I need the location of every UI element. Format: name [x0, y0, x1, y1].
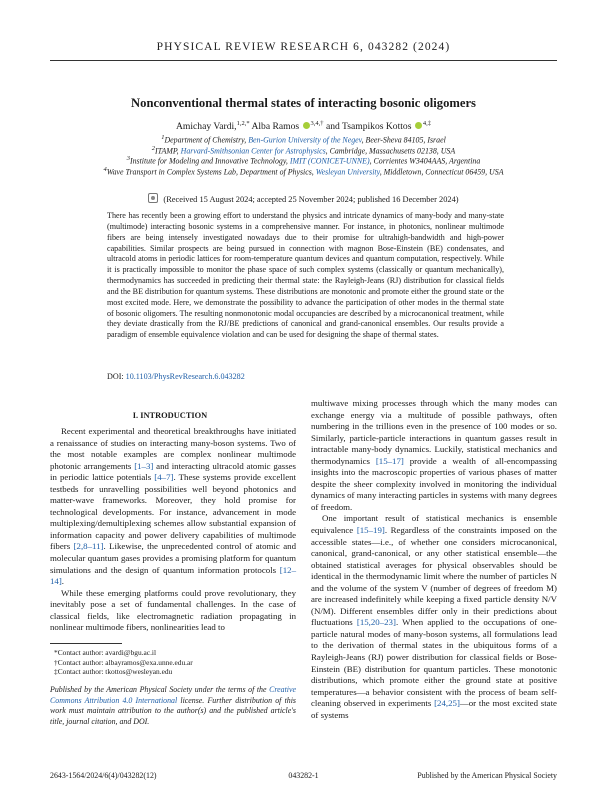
- received-text: (Received 15 August 2024; accepted 25 November 2024; published 16 December 2024): [163, 195, 459, 204]
- affiliation-link[interactable]: IMIT (CONICET-UNNE): [289, 156, 370, 166]
- footnote-rule: [50, 643, 122, 644]
- citation-link[interactable]: [15,20–23]: [356, 617, 396, 628]
- orcid-icon[interactable]: [303, 122, 310, 129]
- citation-link[interactable]: [15–19]: [356, 525, 385, 536]
- author-list: [0, 120, 607, 132]
- doi-line: [107, 372, 245, 381]
- footnote[interactable]: ‡Contact author: tkottos@wesleyan.edu: [54, 667, 173, 677]
- footnotes: [50, 648, 296, 677]
- body-text: Recent experimental and theoretical breakthroughs have initiated a renaissance of studies on interacting many-boson systems. Two of the most notable examples are complex nonlinear multimode photonic arrangements: [50, 426, 296, 471]
- abstract: There has recently been a growing effort to understand the physics and intricate dynamics of many-body and many-state (multimode) interacting bosonic systems in a comprehensive manner. For instance, in photonics, nonlinear multimode fibers are being intensely investigated nowadays due to their promise for ultrahigh-bandwidth and high-power capabilities. Similar prospects are being pursued in connection with magnon Bose-Einstein (BE) condensates, and ultracold atoms in periodic lattices for room-temperature quantum devices and quantum computation, respectively. While it is practically impossible to monitor the phase space of such complex systems (classically or quantum mechanically), thermodynamics has succeeded in predicting their thermal state: the Rayleigh-Jeans (RJ) distribution for classical fields and the BE distribution for quantum systems. These distributions are monotonic and promote either the ground state or the most excited mode. Here, we demonstrate the possibility to advance the participation of other modes in the thermal state of bosonic oligomers. The resulting nonmonotonic modal occupancies are described by a microcanonical treatment, while they deviate drastically from the RJ/BE predictions of canonical and grand-canonical ensembles. Our results provide a paradigm of ensemble equivalence violation and can be used for designing the shape of thermal states.: [107, 211, 504, 340]
- affiliation-link[interactable]: Ben-Gurion University of the Negev: [248, 135, 362, 145]
- body-column-left: [50, 426, 296, 634]
- license-link[interactable]: Creative Commons Attribution 4.0 International: [50, 685, 296, 705]
- license-text: Published by the American Physical Society under the terms of the: [50, 685, 270, 694]
- affiliation-link[interactable]: Wesleyan University: [315, 167, 380, 177]
- license-notice: [50, 685, 296, 727]
- affiliation-text: , Middletown, Connecticut 06459, USA: [379, 167, 504, 177]
- journal-header: PHYSICAL REVIEW RESEARCH 6, 043282 (2024): [156, 41, 451, 53]
- body-text: While these emerging platforms could prove revolutionary, they inevitably pose a set of fundamental challenges. In the case of classical fields, like electromagnetic radiation propagating in nonlinear multimode fibers, nonlinearities lead to: [50, 587, 296, 633]
- body-text: and interacting ultracold atomic gasses in periodic lattice potentials: [50, 460, 297, 483]
- body-paragraph: [50, 588, 296, 634]
- affiliation-number: 1: [161, 134, 165, 141]
- author-affil-mark[interactable]: 4,‡: [422, 120, 431, 127]
- author-affil-mark[interactable]: 3,4,†: [310, 120, 324, 127]
- orcid-icon[interactable]: [415, 122, 422, 129]
- section-heading: I. INTRODUCTION: [132, 411, 208, 420]
- affiliation-number: 2: [151, 144, 156, 152]
- body-text: One important result of statistical mechanics is ensemble equivalence: [311, 513, 557, 536]
- publication-dates: [0, 193, 607, 204]
- citation-link[interactable]: [2,8–11]: [73, 541, 104, 552]
- footer-issn: 2643-1564/2024/6(4)/043282(12): [50, 771, 157, 780]
- affiliation-text: ITAMP,: [155, 146, 181, 156]
- citation-link[interactable]: [24,25]: [434, 698, 460, 709]
- body-paragraph: [50, 426, 296, 588]
- body-text: .: [61, 576, 65, 587]
- author-affil-mark[interactable]: 1,2,*: [236, 120, 250, 127]
- affiliation-text: , Cambridge, Massachusetts 02138, USA: [325, 146, 456, 156]
- body-text: . Likewise, the unprecedented control of atomic and molecular quantum gases provides a promising platform for quantum simulations and the design of quantum information protocols: [50, 541, 296, 575]
- body-text: multiwave mixing processes through which the many modes can exchange energy via a multitude of possible pathways, often numbering in the trillions even in the presence of 100 modes or so. Similarly, particle-particle interactions in quantum gasses result in intractable many-body dynamics. Luckily, statistical mechanics and thermodynamics: [311, 398, 557, 466]
- author-name[interactable]: Tsampikos Kottos: [342, 121, 412, 133]
- affiliation-link[interactable]: Harvard-Smithsonian Center for Astrophysics: [180, 146, 326, 156]
- citation-link[interactable]: [4–7]: [154, 472, 174, 483]
- footnote[interactable]: †Contact author: albayramos@exa.unne.edu.ar: [54, 657, 193, 667]
- affiliation-line: [0, 165, 607, 178]
- paper-title: Nonconventional thermal states of interacting bosonic oligomers: [131, 96, 476, 110]
- citation-link[interactable]: [15–17]: [375, 455, 404, 466]
- body-text: —or the most excited state of systems: [311, 698, 557, 720]
- footnote[interactable]: *Contact author: avardi@bgu.ac.il: [54, 648, 157, 657]
- body-text: . These systems provide excellent testbeds for unravelling possibilities well beyond photonics and matter-wave frameworks. Moreover, they hold promise for technological developments. For instance, advancement in mode multiplexing/demultiplexing schemes allow substantial expansion of information capacity and power delivery capabilities of multimode fibers: [50, 472, 296, 552]
- check-for-updates-icon[interactable]: [148, 193, 158, 203]
- footer-publisher: Published by the American Physical Society: [417, 771, 557, 780]
- citation-link[interactable]: [1–3]: [134, 460, 154, 471]
- affiliation-text: , Corrientes W3404AAS, Argentina: [369, 156, 481, 166]
- body-text: . Regardless of the constraints imposed on the accessible states—i.e., of whether one considers microcanonical, canonical, grand-canonical, or any other statistical ensemble—the obtained statistical averages for physical observables should be identical in the thermodynamic limit where the number of particles N and the volume of the system V (number of degrees of freedom M) are increased indefinitely while keeping a fixed particle density N/V (N/M). Different ensembles differ only in their predictions about fluctuations: [311, 525, 557, 628]
- doi-link[interactable]: 10.1103/PhysRevResearch.6.043282: [125, 372, 245, 381]
- body-paragraph: [311, 398, 557, 513]
- body-text: provide a wealth of all-encompassing insights into the macroscopic properties of various phases of matter despite the sheer complexity involved in monitoring the individual dynamics of many interacting particles in systems with many degrees of freedom.: [311, 455, 557, 512]
- affiliation-number: 3: [126, 155, 130, 162]
- affiliation-text: Institute for Modeling and Innovative Technology,: [129, 156, 290, 166]
- author-conjunction: and: [325, 121, 340, 133]
- author-name[interactable]: Alba Ramos: [251, 121, 300, 133]
- citation-link[interactable]: [12–14]: [50, 564, 296, 587]
- license-text: license. Further distribution of this work must maintain attribution to the author(s) and the published article's title, journal citation, and DOI.: [50, 695, 296, 726]
- author-name[interactable]: Amichay Vardi,: [175, 121, 237, 133]
- doi-label: DOI:: [107, 372, 124, 381]
- header-rule: [50, 60, 557, 61]
- affiliation-text: Wave Transport in Complex Systems Lab, Department of Physics,: [106, 167, 316, 177]
- body-column-right: [311, 398, 557, 721]
- affiliation-number: 4: [103, 165, 107, 173]
- body-paragraph: [311, 513, 557, 721]
- footer-page-number: 043282-1: [288, 771, 319, 780]
- affiliation-text: Department of Chemistry,: [164, 135, 249, 145]
- affiliation-text: , Beer-Sheva 84105, Israel: [361, 135, 446, 145]
- body-text: . When applied to the occupations of one-particle natural modes of many-boson systems, all formulations lead to the derivation of thermal states in the ubiquitous forms of a Rayleigh-Jeans (RJ) power distribution for classical fields or Bose-Einstein (BE) distribution for quantum particles. These monotonic distributions, which promote either the ground state at positive temperatures—a behavior consistent with the process of beam self-cleaning observed in experiments: [311, 617, 557, 709]
